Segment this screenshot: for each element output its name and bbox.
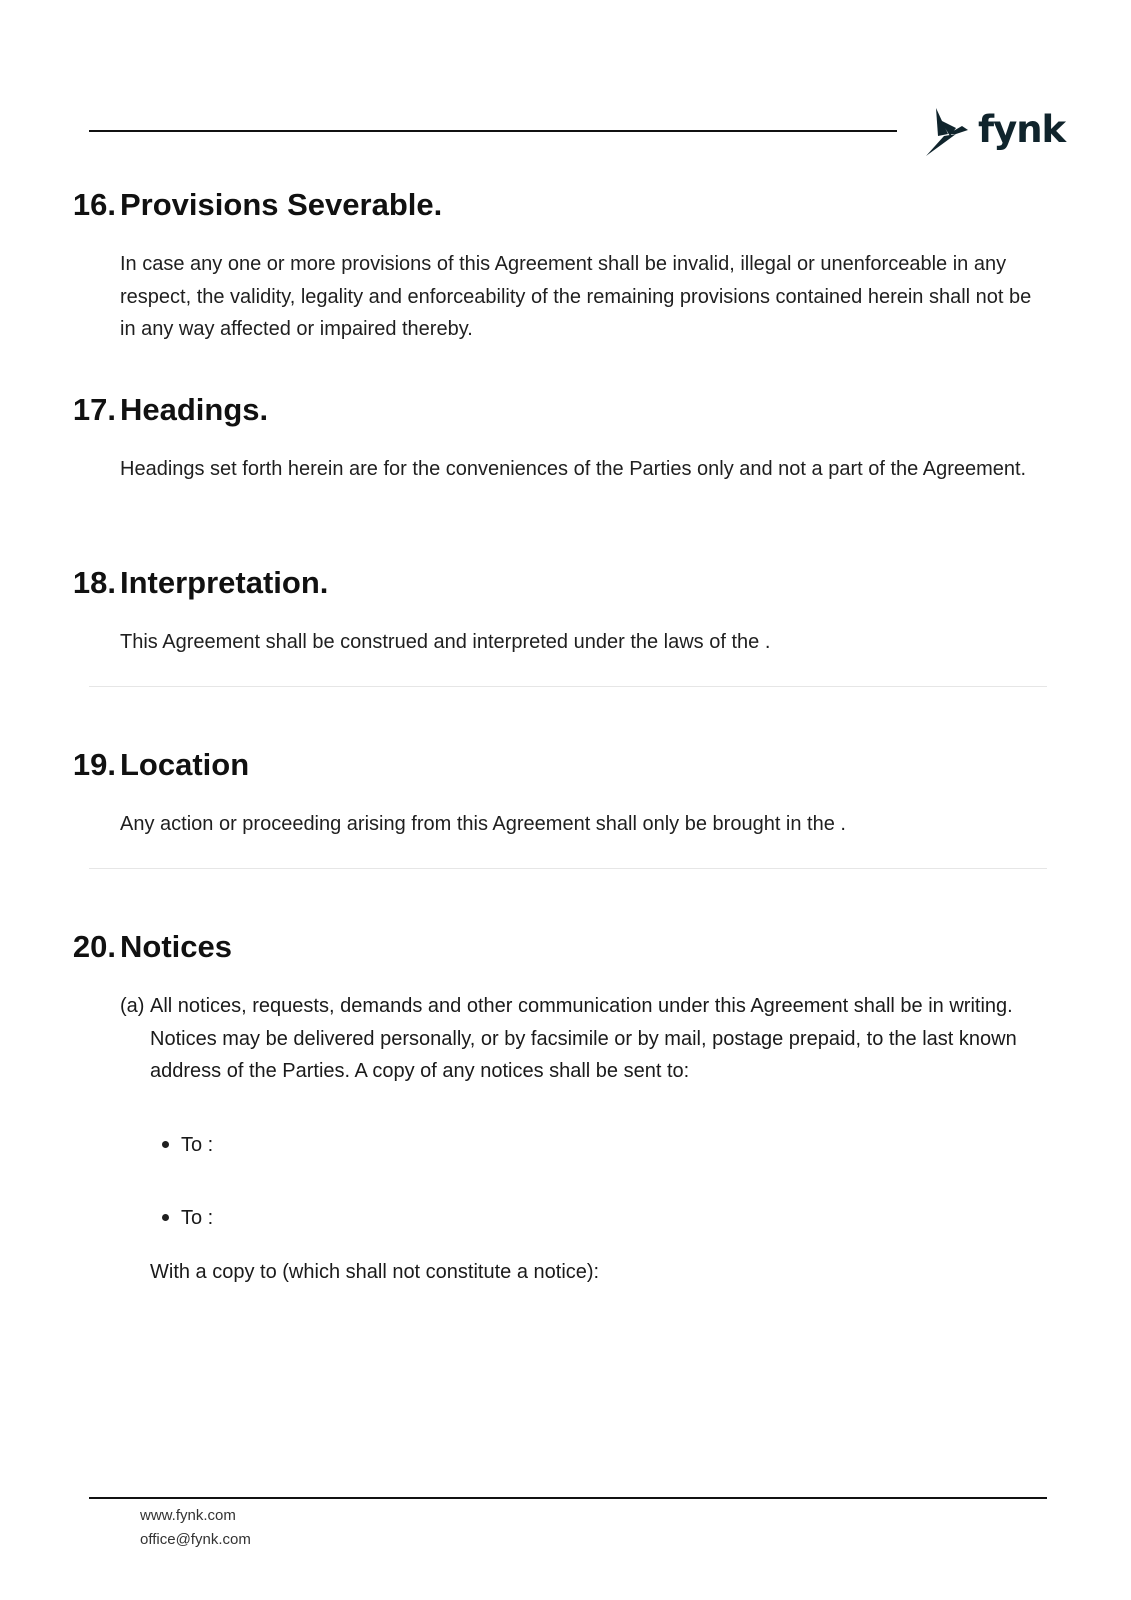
copy-to-line: With a copy to (which shall not constitute a notice):: [150, 1261, 600, 1283]
section-number: 19.: [72, 747, 116, 782]
bullet-dot: [162, 1214, 169, 1221]
section-title: Provisions Severable.: [120, 187, 443, 222]
footer-rule: [89, 1497, 1047, 1499]
section-18-body: This Agreement shall be construed and interpreted under the laws of the .: [120, 631, 771, 653]
footer-email: office@fynk.com: [140, 1531, 251, 1548]
footer-website: www.fynk.com: [140, 1507, 236, 1524]
list-item-text: All notices, requests, demands and other communication under this Agreement shall be in writing. Notices may be delivered personally, or by facsimile or by mail, postage prepaid, to the last known address of the Parties. A copy of any notices shall be sent to:: [150, 995, 1017, 1082]
list-item-marker: (a): [120, 995, 145, 1017]
section-number: 16.: [72, 187, 116, 222]
bullet-dot: [162, 1141, 169, 1148]
section-16-heading: [0, 185, 1131, 225]
section-divider: [89, 686, 1047, 687]
logo-wordmark: fynk: [978, 108, 1066, 151]
section-number: 17.: [72, 392, 116, 427]
bird-icon: [922, 104, 978, 160]
section-20-heading: [0, 927, 1131, 967]
section-19-heading: [0, 745, 1131, 785]
notice-recipient-1: To :: [181, 1134, 214, 1156]
header-rule: [89, 130, 897, 132]
section-17-heading: [0, 390, 1131, 430]
section-18-heading: [0, 563, 1131, 603]
section-title: Notices: [120, 929, 232, 964]
section-title: Interpretation.: [120, 565, 329, 600]
section-16-body: In case any one or more provisions of this Agreement shall be invalid, illegal or unenforceable in any respect, the validity, legality and enforceability of the remaining provisions contained herein shall not be in any way affected or impaired thereby.: [120, 253, 1032, 340]
section-title: Headings.: [120, 392, 269, 427]
section-number: 20.: [72, 929, 116, 964]
section-19-body: Any action or proceeding arising from this Agreement shall only be brought in the .: [120, 813, 846, 835]
section-number: 18.: [72, 565, 116, 600]
section-title: Location: [120, 747, 250, 782]
notice-recipient-2: To :: [181, 1207, 214, 1229]
section-divider: [89, 868, 1047, 869]
section-17-body: Headings set forth herein are for the conveniences of the Parties only and not a part of the Agreement.: [120, 458, 1027, 480]
fynk-logo: [922, 104, 1066, 160]
